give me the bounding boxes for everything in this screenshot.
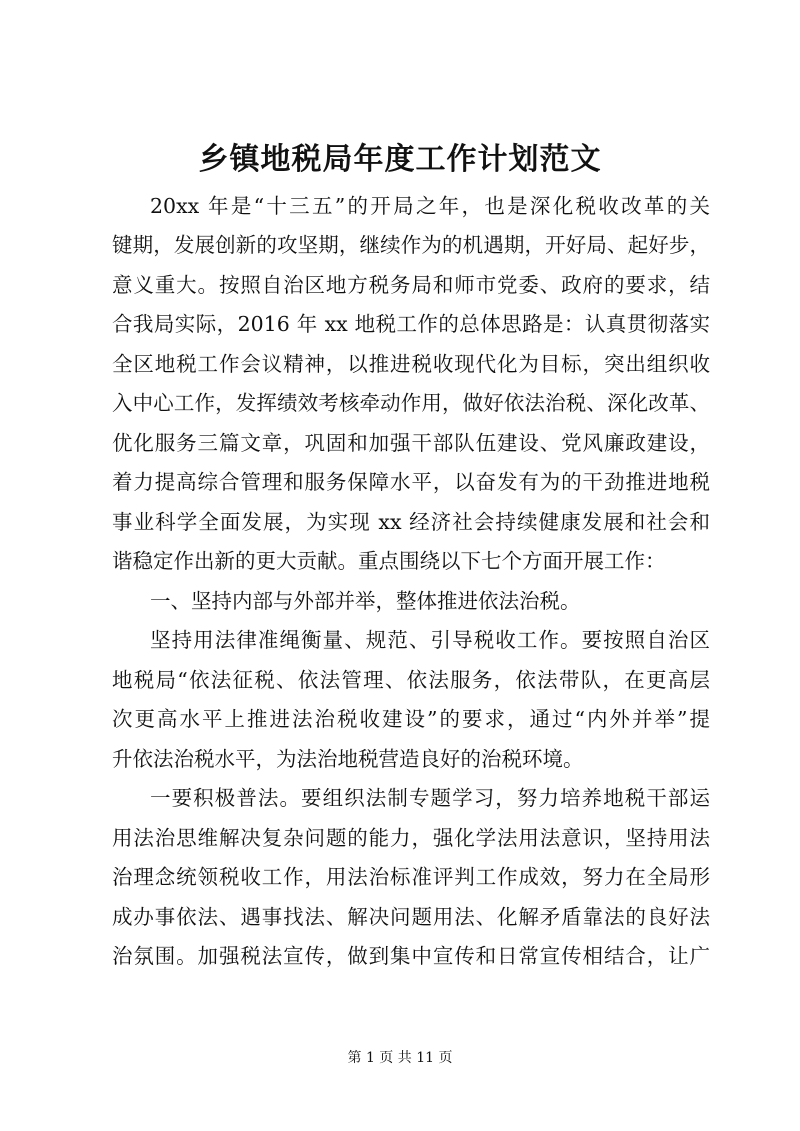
paragraph-line: 谐稳定作出新的更大贡献。重点围绕以下七个方面开展工作： [112,549,666,573]
paragraph-line: 合我局实际，2016 年 xx 地税工作的总体思路是：认真贯彻落实 [112,312,710,336]
page-title: 乡镇地税局年度工作计划范文 [198,142,602,177]
paragraph-line: 治氛围。加强税法宣传，做到集中宣传和日常宣传相结合，让广 [112,944,710,968]
paragraph-line: 优化服务三篇文章，巩固和加强干部队伍建设、党风廉政建设， [112,431,710,455]
paragraph-line: 全区地税工作会议精神，以推进税收现代化为目标，突出组织收 [112,352,710,376]
paragraph-line: 成办事依法、遇事找法、解决问题用法、化解矛盾靠法的良好法 [112,905,710,929]
paragraph-line: 入中心工作，发挥绩效考核牵动作用，做好依法治税、深化改革、 [112,391,710,415]
paragraph-line: 地税局“依法征税、依法管理、依法服务，依法带队，在更高层 [112,668,710,692]
paragraph-line: 事业科学全面发展，为实现 xx 经济社会持续健康发展和社会和 [112,510,710,534]
paragraph-line: 治理念统领税收工作，用法治标准评判工作成效，努力在全局形 [112,865,710,889]
paragraph-line: 键期，发展创新的攻坚期，继续作为的机遇期，开好局、起好步， [112,233,710,257]
section-heading: 一、坚持内部与外部并举，整体推进依法治税。 [150,589,581,613]
paragraph-line: 用法治思维解决复杂问题的能力，强化学法用法意识，坚持用法 [112,826,710,850]
paragraph-line: 意义重大。按照自治区地方税务局和师市党委、政府的要求，结 [112,273,710,297]
page-footer: 第 1 页 共 11 页 [347,1050,453,1066]
paragraph-line: 升依法治税水平，为法治地税营造良好的治税环境。 [112,747,584,771]
paragraph-line: 着力提高综合管理和服务保障水平，以奋发有为的干劲推进地税 [112,470,710,494]
paragraph-line: 次更高水平上推进法治税收建设”的要求，通过“内外并举”提 [112,707,710,731]
paragraph-line: 一要积极普法。要组织法制专题学习，努力培养地税干部运 [150,786,710,810]
paragraph-line: 20xx 年是“十三五”的开局之年，也是深化税收改革的关 [150,194,710,218]
paragraph-line: 坚持用法律准绳衡量、规范、引导税收工作。要按照自治区 [150,628,710,652]
